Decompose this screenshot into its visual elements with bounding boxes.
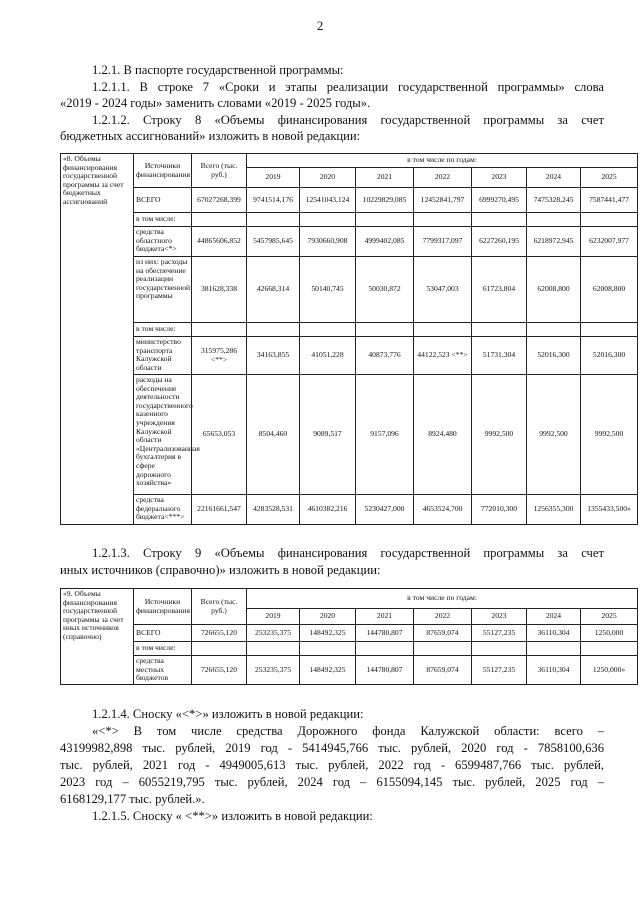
value-cell: 50140,745 xyxy=(300,257,356,323)
total-cell: 726655,120 xyxy=(192,625,247,642)
table-row xyxy=(61,642,638,656)
table-row xyxy=(61,323,638,337)
value-cell: 6218972,945 xyxy=(527,227,581,257)
source-cell: из них: расходы на обеспечение реализации государственной программы xyxy=(134,257,192,323)
value-cell: 5230427,000 xyxy=(356,495,414,525)
value-cell: 253235,375 xyxy=(247,656,300,685)
source-cell: в том числе: xyxy=(134,642,192,656)
value-cell: 4999402,085 xyxy=(356,227,414,257)
value-cell: 36110,304 xyxy=(527,656,581,685)
value-cell: 4283528,531 xyxy=(247,495,300,525)
value-cell: 42668,314 xyxy=(247,257,300,323)
table-row xyxy=(61,213,638,227)
sources-header: Источники финансирования xyxy=(134,154,192,188)
total-header: Всего (тыс. руб.) xyxy=(192,589,247,625)
value-cell: 772010,300 xyxy=(472,495,527,525)
year-header: 2025 xyxy=(581,609,638,625)
sources-header: Источники финансирования xyxy=(134,589,192,625)
source-cell: в том числе: xyxy=(134,323,192,337)
footnote-text-line-2: 43199982,898 тыс. рублей, 2019 год - 5414945,766 тыс. рублей, 2020 год - 7858100,636 xyxy=(60,741,604,755)
year-header: 2022 xyxy=(414,609,472,625)
financing-table-budget xyxy=(60,153,638,525)
value-cell: 12541043,124 xyxy=(300,188,356,213)
total-header: Всего (тыс. руб.) xyxy=(192,154,247,188)
paragraph-1-2-1-5: 1.2.1.5. Сноску « <**>» изложить в новой редакции: xyxy=(92,809,373,823)
paragraph-1-2-1-1-cont: «2019 - 2024 годы» заменить словами «2019 - 2025 годы». xyxy=(60,96,371,110)
total-cell: 726655,120 xyxy=(192,656,247,685)
table-row xyxy=(61,337,638,375)
source-cell: министерство транспорта Калужской области xyxy=(134,337,192,375)
value-cell: 62008,800 xyxy=(581,257,638,323)
by-years-header: в том числе по годам: xyxy=(247,154,638,168)
value-cell: 4653524,700 xyxy=(414,495,472,525)
total-cell: 381628,338 xyxy=(192,257,247,323)
year-header: 2023 xyxy=(472,168,527,188)
table-row xyxy=(61,495,638,525)
value-cell: 36110,304 xyxy=(527,625,581,642)
year-header: 2020 xyxy=(300,168,356,188)
value-cell: 7475328,245 xyxy=(527,188,581,213)
value-cell: 148492,325 xyxy=(300,625,356,642)
value-cell: 7799317,097 xyxy=(414,227,472,257)
value-cell: 7930660,908 xyxy=(300,227,356,257)
value-cell: 9741514,176 xyxy=(247,188,300,213)
paragraph-1-2-1-2-cont: бюджетных ассигнований» изложить в новой редакции: xyxy=(60,129,361,143)
value-cell: 9992,500 xyxy=(472,375,527,495)
value-cell: 12452841,797 xyxy=(414,188,472,213)
value-cell: 144780,807 xyxy=(356,656,414,685)
total-cell: 67027268,399 xyxy=(192,188,247,213)
value-cell: 55127,235 xyxy=(472,656,527,685)
value-cell: 10229829,085 xyxy=(356,188,414,213)
value-cell: 52016,300 xyxy=(581,337,638,375)
paragraph-1-2-1-4: 1.2.1.4. Сноску «<*>» изложить в новой редакции: xyxy=(92,707,364,721)
source-cell: средства федерального бюджета<***> xyxy=(134,495,192,525)
year-header: 2024 xyxy=(527,609,581,625)
table-row xyxy=(61,375,638,495)
value-cell: 9157,096 xyxy=(356,375,414,495)
paragraph-1-2-1: 1.2.1. В паспорте государственной программы: xyxy=(92,63,344,77)
year-header: 2020 xyxy=(300,609,356,625)
table-row xyxy=(61,625,638,642)
value-cell: 87659,074 xyxy=(414,625,472,642)
footnote-text-line-3: тыс. рублей, 2021 год - 4949005,613 тыс. рублей, 2022 год - 6599487,766 тыс. рублей, xyxy=(60,758,604,772)
value-cell: 87659,074 xyxy=(414,656,472,685)
value-cell: 8924,480 xyxy=(414,375,472,495)
total-cell: 65653,053 xyxy=(192,375,247,495)
year-header: 2021 xyxy=(356,168,414,188)
source-cell: средства местных бюджетов xyxy=(134,656,192,685)
total-cell: 44865606,852 xyxy=(192,227,247,257)
value-cell: 50030,872 xyxy=(356,257,414,323)
footnote-text-line-1: «<*> В том числе средства Дорожного фонда Калужской области: всего – xyxy=(92,724,604,738)
total-cell: 22161661,547 xyxy=(192,495,247,525)
year-header: 2025 xyxy=(581,168,638,188)
table-row xyxy=(61,227,638,257)
value-cell: 148492,325 xyxy=(300,656,356,685)
value-cell: 34163,855 xyxy=(247,337,300,375)
paragraph-1-2-1-2: 1.2.1.2. Строку 8 «Объемы финансирования государственной программы за счет xyxy=(92,113,604,127)
source-cell: ВСЕГО xyxy=(134,625,192,642)
source-cell: в том числе: xyxy=(134,213,192,227)
value-cell: 9992,500 xyxy=(581,375,638,495)
table-row xyxy=(61,656,638,685)
value-cell: 144780,807 xyxy=(356,625,414,642)
value-cell: 6227260,195 xyxy=(472,227,527,257)
value-cell: 1256355,300 xyxy=(527,495,581,525)
paragraph-1-2-1-1: 1.2.1.1. В строке 7 «Сроки и этапы реализации государственной программы» слова xyxy=(92,80,604,94)
source-cell: средства областного бюджета<*> xyxy=(134,227,192,257)
value-cell: 53047,003 xyxy=(414,257,472,323)
value-cell: 8504,460 xyxy=(247,375,300,495)
year-header: 2022 xyxy=(414,168,472,188)
value-cell: 51731,304 xyxy=(472,337,527,375)
value-cell: 44122,523 <**> xyxy=(414,337,472,375)
value-cell: 55127,235 xyxy=(472,625,527,642)
table-row xyxy=(61,257,638,323)
year-header: 2019 xyxy=(247,168,300,188)
year-header: 2024 xyxy=(527,168,581,188)
value-cell: 40873,776 xyxy=(356,337,414,375)
value-cell: 6999270,495 xyxy=(472,188,527,213)
by-years-header: в том числе по годам: xyxy=(247,589,638,609)
value-cell: 41051,228 xyxy=(300,337,356,375)
value-cell: 1250,000» xyxy=(581,656,638,685)
value-cell: 4610382,216 xyxy=(300,495,356,525)
year-header: 2021 xyxy=(356,609,414,625)
value-cell: 6232007,977 xyxy=(581,227,638,257)
value-cell: 5457985,645 xyxy=(247,227,300,257)
financing-table-other xyxy=(60,588,638,685)
page-number: 2 xyxy=(316,18,324,33)
value-cell: 9992,500 xyxy=(527,375,581,495)
value-cell: 61723,804 xyxy=(472,257,527,323)
source-cell: ВСЕГО xyxy=(134,188,192,213)
value-cell: 7587441,477 xyxy=(581,188,638,213)
value-cell: 9089,517 xyxy=(300,375,356,495)
row-label-9: «9. Объемы финансирования государственной программы за счет иных источников (справочно) xyxy=(61,589,134,685)
value-cell: 62008,800 xyxy=(527,257,581,323)
footnote-text-line-4: 2023 год – 6055219,795 тыс. рублей, 2024 год – 6155094,145 тыс. рублей, 2025 год – xyxy=(60,775,604,789)
source-cell: расходы на обеспечение деятельности государственного казенного учреждения Калужской области «Централизованная бухгалтерия в сфере дорожного хозяйства» xyxy=(134,375,192,495)
year-header: 2019 xyxy=(247,609,300,625)
year-header: 2023 xyxy=(472,609,527,625)
footnote-text-line-5: 6168129,177 тыс. рублей.». xyxy=(60,792,205,806)
value-cell: 1250,000 xyxy=(581,625,638,642)
value-cell: 1355433,500» xyxy=(581,495,638,525)
value-cell: 253235,375 xyxy=(247,625,300,642)
table-row xyxy=(61,188,638,213)
paragraph-1-2-1-3: 1.2.1.3. Строку 9 «Объемы финансирования государственной программы за счет xyxy=(92,546,604,560)
value-cell: 52016,300 xyxy=(527,337,581,375)
paragraph-1-2-1-3-cont: иных источников (справочно)» изложить в новой редакции: xyxy=(60,563,381,577)
total-cell: 315975,286 <**> xyxy=(192,337,247,375)
row-label-8: «8. Объемы финансирования государственной программы за счет бюджетных ассигнований xyxy=(61,154,134,525)
